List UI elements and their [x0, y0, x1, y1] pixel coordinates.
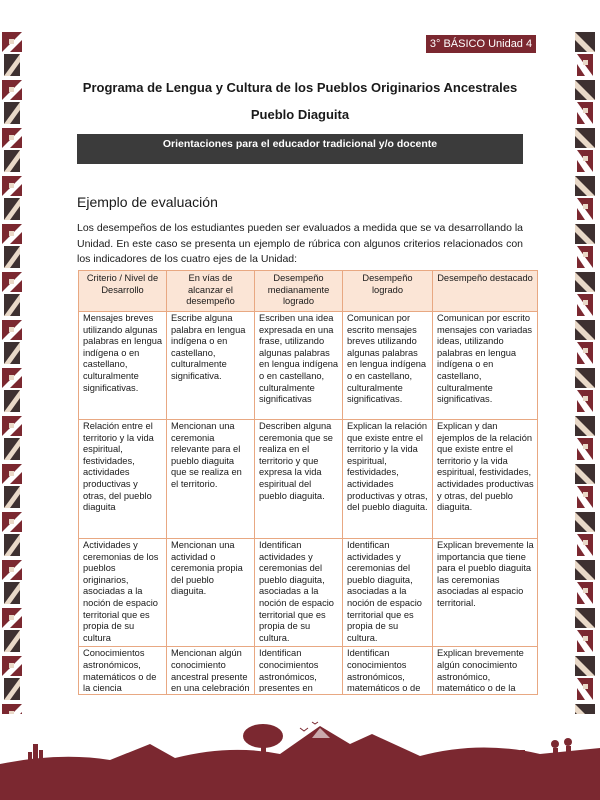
intro-paragraph: Los desempeños de los estudiantes pueden ser evaluados a medida que se va desarrollando la Unidad. En este caso se presenta un ejemplo de rúbrica con algunos criterios relacionados con los indicadores de los cuatro ejes de la Unidad: [77, 222, 523, 265]
table-row [79, 420, 538, 539]
table-cell-text: Conocimientos astronómicos, matemáticos o de la ciencia [83, 648, 157, 693]
table-cell-text: Identifican conocimientos astronómicos, matemáticos o de [347, 648, 421, 693]
rubric-table [78, 270, 538, 695]
table-cell [167, 647, 255, 695]
section-banner: Orientaciones para el educador tradicional y/o docente [77, 134, 523, 164]
page-title: Programa de Lengua y Cultura de los Pueblos Originarios Ancestrales [82, 80, 518, 95]
table-row [79, 539, 538, 647]
table-header-cell: En vías de alcanzar el desempeño [167, 271, 255, 312]
table-header-cell: Desempeño medianamente logrado [255, 271, 343, 312]
table-cell: Escriben una idea expresada en una frase, utilizando algunas palabras en lengua indígena o en castellano, culturalmente significativas [255, 312, 343, 420]
table-cell: Explican brevemente la importancia que tiene para el pueblo diaguita las ceremonias asociadas al espacio territorial. [433, 539, 538, 647]
right-decorative-border [573, 30, 597, 730]
section-heading: Ejemplo de evaluación [77, 194, 218, 210]
table-header-cell: Desempeño destacado [433, 271, 538, 312]
table-cell-text: Mencionan algún conocimiento ancestral presente en una celebración [171, 648, 250, 693]
table-cell: Mencionan una ceremonia relevante para el pueblo diaguita que se realiza en el territorio. [167, 420, 255, 539]
table-cell-text: Explican brevemente algún conocimiento astronómico, matemático o de la [437, 648, 524, 693]
page-subtitle: Pueblo Diaguita [250, 107, 350, 122]
table-cell: Actividades y ceremonias de los pueblos originarios, asociadas a la noción de espacio territorial que es propia de su cultura [79, 539, 167, 647]
table-cell: Escribe alguna palabra en lengua indígena o en castellano, culturalmente significativa. [167, 312, 255, 420]
table-cell: Comunican por escrito mensajes breves utilizando algunas palabras en lengua indígena o en castellano, culturalmente significativas. [343, 312, 433, 420]
table-cell [255, 647, 343, 695]
table-header-row [79, 271, 538, 312]
table-header-cell: Criterio / Nivel de Desarrollo [79, 271, 167, 312]
table-cell-text: Identifican conocimientos astronómicos, presentes en [259, 648, 319, 693]
table-row [79, 312, 538, 420]
table-cell [79, 647, 167, 695]
table-cell: Describen alguna ceremonia que se realiza en el territorio y que expresa la vida espiritual del pueblo diaguita. [255, 420, 343, 539]
table-cell: Mensajes breves utilizando algunas palabras en lengua indígena o en castellano, culturalmente significativas. [79, 312, 167, 420]
table-cell: Explican y dan ejemplos de la relación que existe entre el territorio y la vida espiritual, festividades, actividades productivas y otras, del pueblo diaguita. [433, 420, 538, 539]
grade-unit-badge: 3° BÁSICO Unidad 4 [426, 35, 536, 53]
footer-landscape-illustration [0, 714, 600, 800]
table-cell: Explican la relación que existe entre el territorio y la vida espiritual, festividades, actividades productivas y otras, del pueblo diaguita. [343, 420, 433, 539]
table-cell: Relación entre el territorio y la vida espiritual, festividades, actividades productivas y otras, del pueblo diaguita [79, 420, 167, 539]
table-cell [343, 647, 433, 695]
table-cell [433, 647, 538, 695]
table-cell: Identifican actividades y ceremonias del pueblo diaguita, asociadas a la noción de espacio territorial que es propia de su cultura. [255, 539, 343, 647]
table-cell: Mencionan una actividad o ceremonia propia del pueblo diaguita. [167, 539, 255, 647]
table-row [79, 647, 538, 695]
table-cell: Comunican por escrito mensajes con variadas ideas, utilizando palabras en lengua indígena o en castellano, culturalmente significativas. [433, 312, 538, 420]
left-decorative-border [0, 30, 24, 730]
table-cell: Identifican actividades y ceremonias del pueblo diaguita, asociadas a la noción de espacio territorial que es propia de su cultura. [343, 539, 433, 647]
table-header-cell: Desempeño logrado [343, 271, 433, 312]
